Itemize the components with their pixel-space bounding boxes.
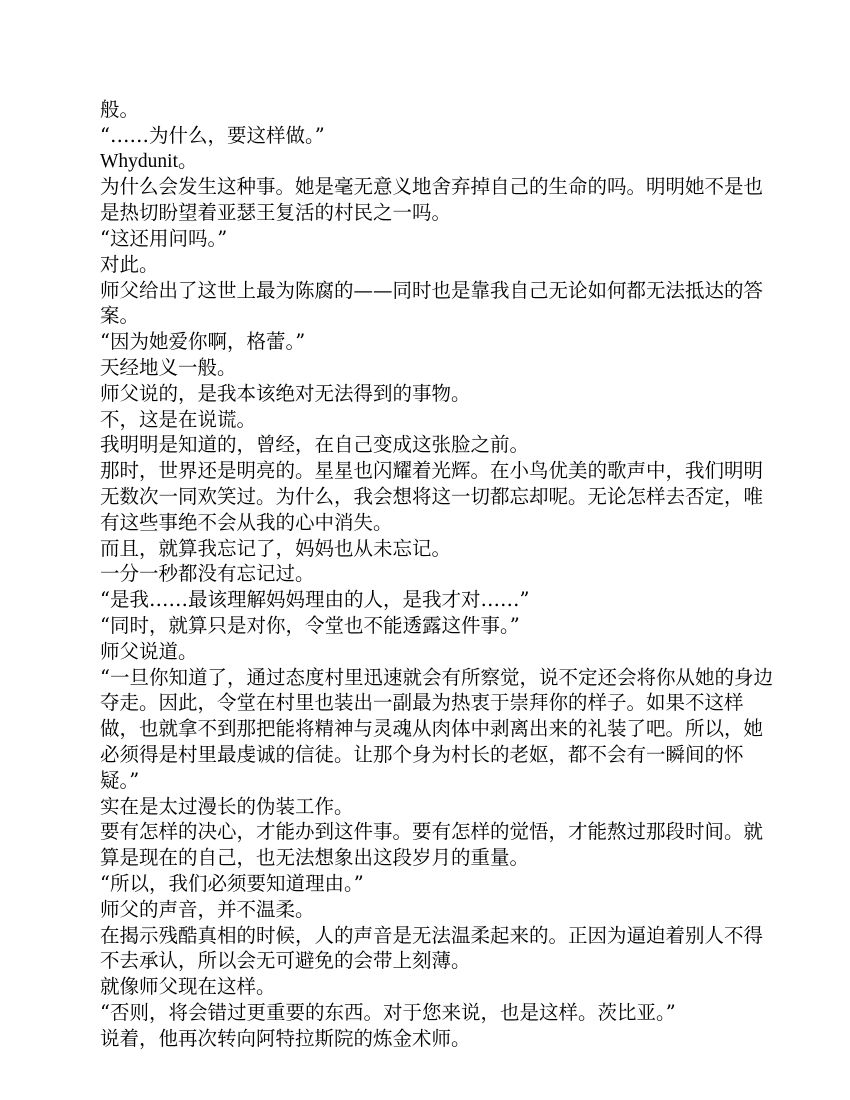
paragraph-3: Whydunit。 bbox=[100, 150, 198, 172]
paragraph-22: “所以，我们必须要知道理由。” bbox=[100, 871, 364, 895]
paragraph-19: “一旦你知道了，通过态度村里迅速就会有所察觉，说不定还会将你从她的身边夺走。因此，令堂在村里也装出一副最为热衷于崇拜你的样子。如果不这样做，也就拿不到那把能将精神与灵魂从肉体中剥离出来的礼装了吧。所以，她必须得是村里最虔诚的信徒。让那个身为村长的老妪，都不会有一瞬间的怀疑。” bbox=[100, 665, 773, 792]
paragraph-4: 为什么会发生这种事。她是毫无意义地舍弃掉自己的生命的吗。明明她不是也是热切盼望着亚瑟王复活的村民之一吗。 bbox=[100, 175, 764, 225]
paragraph-11: 不，这是在说谎。 bbox=[100, 407, 257, 431]
paragraph-27: 说着，他再次转向阿特拉斯院的炼金术师。 bbox=[100, 1026, 471, 1050]
paragraph-24: 在揭示残酷真相的时候，人的声音是无法温柔起来的。正因为逼迫着别人不得不去承认，所以会无可避免的会带上刻薄。 bbox=[100, 923, 764, 973]
paragraph-15: 一分一秒都没有忘记过。 bbox=[100, 562, 315, 586]
paragraph-5: “这还用问吗。” bbox=[100, 226, 228, 250]
paragraph-14: 而且，就算我忘记了，妈妈也从未忘记。 bbox=[100, 536, 452, 560]
paragraph-20: 实在是太过漫长的伪装工作。 bbox=[100, 794, 354, 818]
paragraph-23: 师父的声音，并不温柔。 bbox=[100, 897, 315, 921]
paragraph-2: “……为什么，要这样做。” bbox=[100, 123, 325, 147]
document-page bbox=[100, 97, 780, 1051]
paragraph-7: 师父给出了这世上最为陈腐的——同时也是靠我自己无论如何都无法抵达的答案。 bbox=[100, 278, 764, 328]
paragraph-21: 要有怎样的决心，才能办到这件事。要有怎样的觉悟，才能熬过那段时间。就算是现在的自己，也无法想象出这段岁月的重量。 bbox=[100, 820, 764, 870]
paragraph-8: “因为她爱你啊，格蕾。” bbox=[100, 330, 306, 354]
paragraph-16: “是我……最该理解妈妈理由的人，是我才对……” bbox=[100, 588, 530, 612]
paragraph-25: 就像师父现在这样。 bbox=[100, 975, 276, 999]
paragraph-10: 师父说的，是我本该绝对无法得到的事物。 bbox=[100, 381, 471, 405]
paragraph-1: 般。 bbox=[100, 98, 140, 121]
paragraph-12: 我明明是知道的，曾经，在自己变成这张脸之前。 bbox=[100, 433, 530, 457]
paragraph-26: “否则，将会错过更重要的东西。对于您来说，也是这样。茨比亚。” bbox=[100, 1000, 676, 1024]
paragraph-17: “同时，就算只是对你，令堂也不能透露这件事。” bbox=[100, 613, 520, 637]
paragraph-9: 天经地义一般。 bbox=[100, 355, 237, 379]
paragraph-6: 对此。 bbox=[100, 252, 159, 276]
paragraph-13: 那时，世界还是明亮的。星星也闪耀着光辉。在小鸟优美的歌声中，我们明明无数次一同欢笑过。为什么，我会想将这一切都忘却呢。无论怎样去否定，唯有这些事绝不会从我的心中消失。 bbox=[100, 459, 764, 534]
paragraph-18: 师父说道。 bbox=[100, 639, 198, 663]
